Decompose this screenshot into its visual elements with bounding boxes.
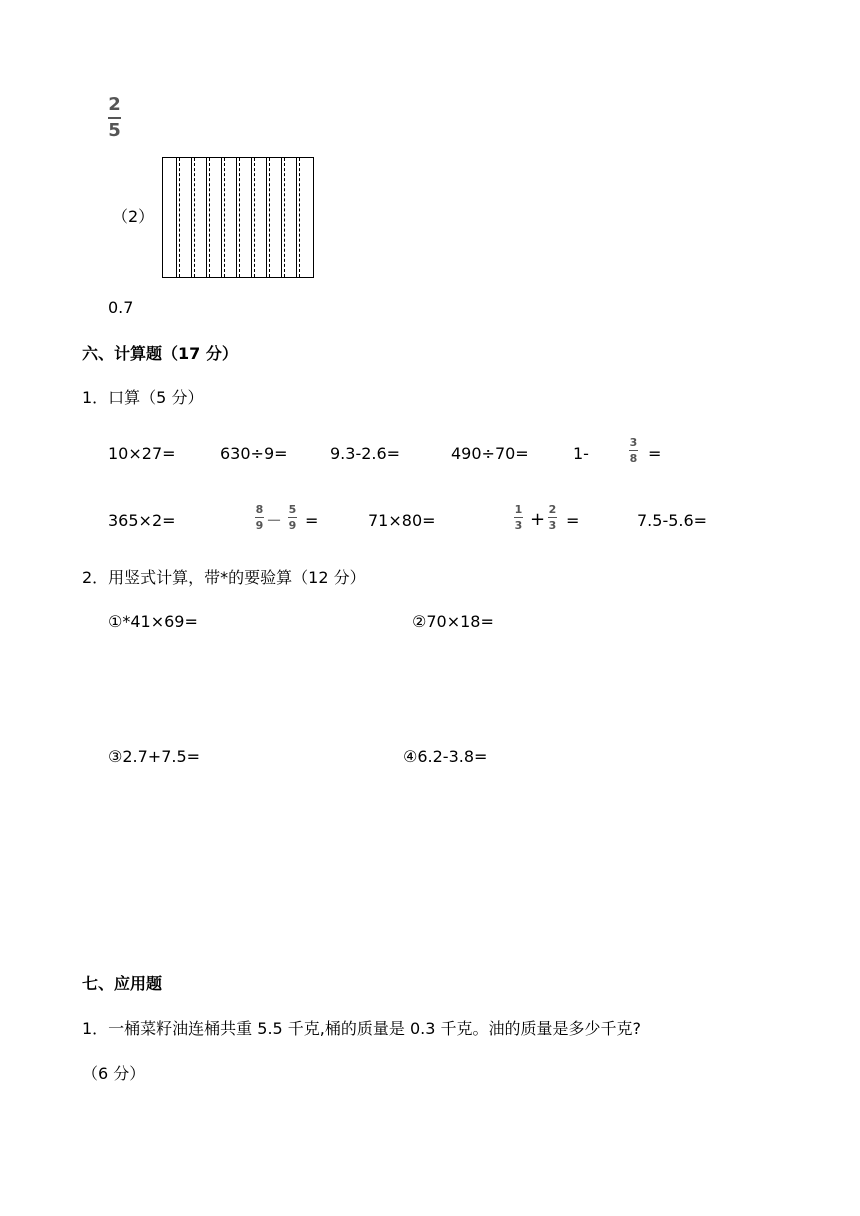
divider-line — [191, 158, 192, 277]
fraction-numerator: 3 — [629, 436, 638, 449]
divider-line — [251, 158, 252, 277]
oral-calc-6: 365×2= — [108, 511, 176, 530]
divider-line-dashed — [299, 158, 300, 277]
minus-sign: － — [266, 511, 283, 530]
fraction-bar — [288, 517, 297, 518]
q1-title: 1．口算（5 分） — [82, 388, 204, 407]
divider-line — [221, 158, 222, 277]
section-7-heading: 七、应用题 — [82, 974, 163, 993]
vertical-calc-2: ②70×18= — [412, 612, 494, 631]
q2-title: 2．用竖式计算，带*的要验算（12 分） — [82, 568, 366, 587]
fraction-two-thirds — [548, 504, 557, 531]
oral-calc-4: 490÷70= — [451, 444, 529, 463]
divider-line — [296, 158, 297, 277]
fraction-two-fifths — [108, 96, 121, 140]
divider-line — [206, 158, 207, 277]
divider-line-dashed — [224, 158, 225, 277]
divider-line — [266, 158, 267, 277]
fraction-numerator: 2 — [548, 503, 557, 516]
equals-sign: = — [566, 511, 580, 530]
fraction-bar — [255, 517, 264, 518]
divider-line-dashed — [239, 158, 240, 277]
divider-line-dashed — [179, 158, 180, 277]
fraction-three-eighths — [629, 437, 638, 464]
fraction-numerator: 8 — [255, 503, 264, 516]
fraction-numerator: 1 — [514, 503, 523, 516]
fraction-bar — [108, 117, 121, 119]
fraction-denominator: 9 — [288, 519, 297, 532]
divider-line-dashed — [194, 158, 195, 277]
oral-calc-2: 630÷9= — [220, 444, 288, 463]
item-label-2: （2） — [112, 207, 155, 226]
fraction-denominator: 9 — [255, 519, 264, 532]
divider-line-dashed — [254, 158, 255, 277]
divider-line-dashed — [209, 158, 210, 277]
fraction-five-ninths — [288, 504, 297, 531]
decimal-label: 0.7 — [108, 298, 134, 317]
oral-calc-10: 7.5-5.6= — [637, 511, 708, 530]
oral-calc-5-prefix: 1- — [573, 444, 589, 463]
vertical-calc-1: ①*41×69= — [108, 612, 198, 631]
fraction-numerator: 2 — [108, 94, 121, 115]
fraction-bar — [548, 517, 557, 518]
fraction-one-third — [514, 504, 523, 531]
fraction-numerator: 5 — [288, 503, 297, 516]
vertical-calc-4: ④6.2-3.8= — [403, 747, 488, 766]
oral-calc-8: 71×80= — [368, 511, 436, 530]
word-problem-1-score: （6 分） — [82, 1064, 146, 1083]
fraction-eight-ninths — [255, 504, 264, 531]
section-6-heading: 六、计算题（17 分） — [82, 344, 238, 363]
fraction-denominator: 8 — [629, 452, 638, 465]
oral-calc-1: 10×27= — [108, 444, 176, 463]
divider-line-dashed — [284, 158, 285, 277]
equals-sign: = — [305, 511, 319, 530]
oral-calc-5-suffix: = — [648, 444, 662, 463]
fraction-denominator: 3 — [514, 519, 523, 532]
divider-line-dashed — [269, 158, 270, 277]
vertical-calc-3: ③2.7+7.5= — [108, 747, 201, 766]
divided-rectangle — [162, 157, 314, 278]
plus-sign: + — [530, 509, 546, 530]
oral-calc-3: 9.3-2.6= — [330, 444, 401, 463]
fraction-denominator: 5 — [108, 120, 121, 141]
word-problem-1: 1．一桶菜籽油连桶共重 5.5 千克,桶的质量是 0.3 千克。油的质量是多少千克? — [82, 1019, 641, 1038]
fraction-bar — [629, 450, 638, 451]
fraction-denominator: 3 — [548, 519, 557, 532]
divider-line — [236, 158, 237, 277]
divider-line — [176, 158, 177, 277]
divider-line — [281, 158, 282, 277]
fraction-bar — [514, 517, 523, 518]
